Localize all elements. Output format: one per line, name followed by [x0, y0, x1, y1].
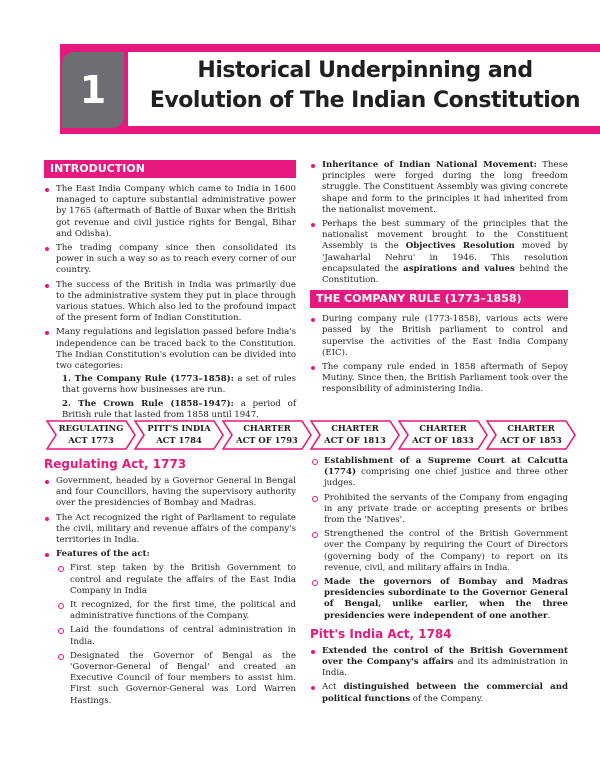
- list-item: The company rule ended in 1858 aftermath of Sepoy Mutiny. Since then, the British Parliament took over the responsibility of administering India.: [310, 362, 568, 396]
- timeline-label-line2: ACT OF 1853: [500, 435, 562, 445]
- features-list: [56, 563, 296, 706]
- features-label: Features of the act:: [56, 549, 150, 560]
- list-item: During company rule (1773-1858), various acts were passed by the British parliament to control and supervise the activities of the East India Company (EIC).: [310, 314, 568, 359]
- category-label: 1. The Company Rule (1773–1858):: [62, 374, 234, 385]
- pitts-act-heading: Pitt's India Act, 1784: [310, 626, 452, 641]
- timeline-item: [134, 420, 224, 450]
- right-bottom-section: [310, 456, 568, 708]
- feature-item: First step taken by the British Government to control and regulate the affairs of the East India Company in India: [56, 563, 296, 597]
- feature-item: [310, 456, 568, 490]
- feature-item: Strengthened the control of the British Government over the Company by requiring the Court of Directors (governing body of the Company) to report on its revenue, civil, and military affairs in India.: [310, 529, 568, 574]
- list-item: The success of the British in India was primarily due to the administrative system they put in place through various statues. Which also led to the profound impact of the present form of Indian Constitution.: [44, 280, 296, 325]
- features-continued-list: [310, 456, 568, 622]
- timeline-item: [46, 420, 136, 450]
- chapter-title-line1: Historical Underpinning and: [197, 58, 533, 83]
- chapter-title: [130, 56, 600, 116]
- timeline-label-line1: CHARTER: [243, 423, 291, 433]
- introduction-section: [44, 160, 296, 424]
- body-text: Act: [322, 682, 344, 693]
- right-top-section: [310, 160, 568, 399]
- body-text: Perhaps the best summary of the principles that the nationalist movement brought to the Constituent Assembly is the: [322, 219, 568, 252]
- chapter-header: [0, 0, 600, 150]
- bold-text: Extended the control of the British Government over the Company's affairs: [322, 645, 568, 668]
- category-item: [56, 374, 296, 396]
- timeline-label-line2: ACT 1773: [68, 435, 114, 445]
- categories-list: [56, 374, 296, 421]
- category-text: a period of British rule that lasted from 1858 until 1947.: [62, 398, 296, 420]
- timeline-label-line2: ACT OF 1833: [412, 435, 474, 445]
- list-item: Government, headed by a Governor General in Bengal and four Councillors, having the supervisory authority over the presidencies of Bombay and Madras.: [44, 476, 296, 510]
- timeline-label-line2: ACT OF 1793: [236, 435, 298, 445]
- timeline-label-line1: CHARTER: [507, 423, 555, 433]
- category-text: a set of rules that governs how businesses are run.: [62, 374, 296, 396]
- bold-text: Made the governors of Bombay and Madras presidencies subordinate to the Governor General of Bengal, unlike earlier, when the three presidencies were independent of one another: [324, 577, 568, 621]
- regulating-act-heading: Regulating Act, 1773: [44, 457, 187, 471]
- body-text: and its administration in India.: [322, 657, 569, 679]
- introduction-list: [44, 184, 296, 421]
- timeline-item: [310, 420, 400, 450]
- list-item: [310, 646, 568, 680]
- regulating-act-list: [44, 476, 296, 707]
- body-text: behind the Constitution.: [322, 263, 568, 286]
- timeline-label-line1: CHARTER: [331, 423, 379, 433]
- list-item: The Act recognized the right of Parliament to regulate the civil, military and revenue affairs of the company's territories in India.: [44, 513, 296, 547]
- bold-text: Establishment of a Supreme Court at Calcutta (1774): [324, 456, 568, 478]
- introduction-heading: INTRODUCTION: [44, 160, 296, 178]
- body-text: of the Company.: [410, 693, 484, 704]
- pitts-act-list: [310, 646, 568, 705]
- list-item: [310, 219, 568, 286]
- body-text: comprising one chief justice and three other judges.: [324, 467, 568, 489]
- nationalist-list: [310, 160, 568, 286]
- bold-text: distinguished between the commercial and political functions: [322, 682, 568, 704]
- acts-timeline: [46, 420, 576, 450]
- chapter-number: 1: [79, 68, 107, 112]
- body-text: moved by 'Jawaharlal Nehru' in 1946. This resolution encapsulated the: [322, 241, 568, 274]
- category-item: [56, 399, 296, 421]
- body-text: These principles were forged during the long freedom struggle. The Constituent Assembly was giving concrete shape and form to the principles it had inherited from the nationalist movement.: [322, 160, 568, 215]
- timeline-item: [398, 420, 488, 450]
- list-item: The East India Company which came to India in 1600 managed to capture substantial administrative power by 1765 (aftermath of Battle of Buxar when the British got revenue and civil justice rights for Bengal, Bihar and Odisha).: [44, 184, 296, 240]
- feature-item: Designated the Governor of Bengal as the 'Governor-General of Bengal' and created an Executive Council of four members to assist him. First such Governor-General was Lord Warren Hastings.: [56, 651, 296, 707]
- list-item: [310, 682, 568, 704]
- bold-text: aspirations and values: [403, 263, 515, 274]
- timeline-label-line2: ACT OF 1813: [324, 435, 386, 445]
- timeline-label-line2: ACT 1784: [156, 435, 202, 445]
- feature-item: Laid the foundations of central administration in India.: [56, 625, 296, 647]
- company-rule-heading: THE COMPANY RULE (1773–1858): [310, 290, 568, 308]
- category-label: 2. The Crown Rule (1858–1947):: [62, 398, 234, 409]
- timeline-item: [222, 420, 312, 450]
- feature-item: Prohibited the servants of the Company from engaging in any private trade or accepting presents or bribes from the 'Natives'.: [310, 493, 568, 527]
- chapter-title-line2: Evolution of The Indian Constitution: [149, 88, 581, 113]
- list-item: [310, 160, 568, 216]
- bold-text: Inheritance of Indian National Movement:: [322, 160, 537, 170]
- timeline-item: [486, 420, 576, 450]
- timeline-label-line1: REGULATING: [58, 423, 124, 433]
- list-item-text: Many regulations and legislation passed before India's independence can be traced back to the Constitution. The Indian Constitution's evolution can be divided into two categories:: [56, 327, 296, 372]
- list-item: [44, 327, 296, 421]
- bold-text: Objectives Resolution: [405, 241, 515, 252]
- body-text: .: [547, 610, 551, 621]
- feature-item: [310, 577, 568, 622]
- feature-item: It recognized, for the first time, the political and administrative functions of the Company.: [56, 600, 296, 622]
- list-item: [44, 549, 296, 707]
- list-item: The trading company since then consolidated its power in such a way so as to reach every corner of our country.: [44, 243, 296, 277]
- timeline-label-line1: PITT'S INDIA: [147, 423, 211, 433]
- company-rule-list: [310, 314, 568, 395]
- timeline-label-line1: CHARTER: [419, 423, 467, 433]
- regulating-act-section: [44, 456, 296, 710]
